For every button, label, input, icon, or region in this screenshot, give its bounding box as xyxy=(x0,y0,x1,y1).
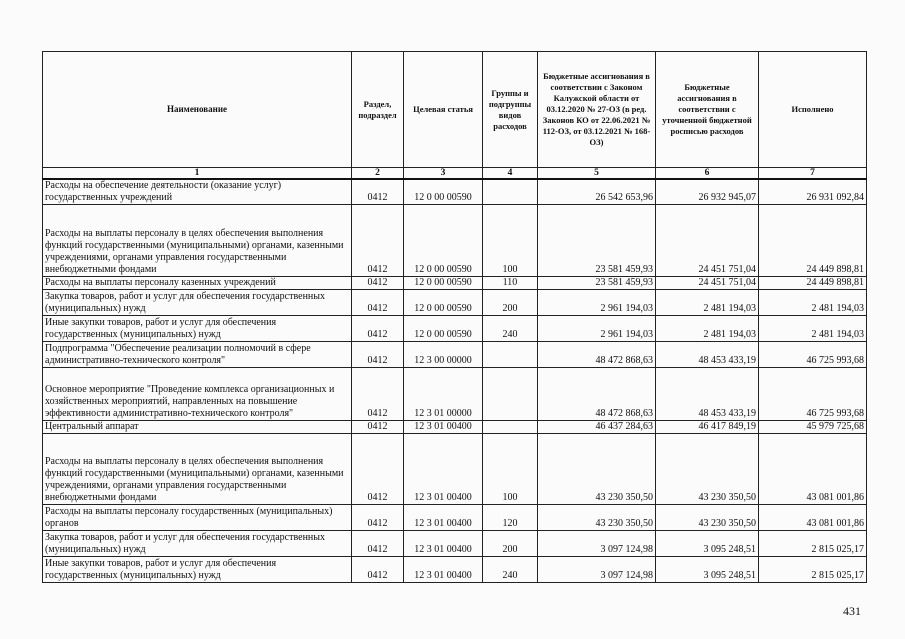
table-row xyxy=(43,205,867,277)
table-row xyxy=(43,316,867,342)
row-refined-amount: 48 453 433,19 xyxy=(656,342,759,368)
table-row xyxy=(43,368,867,421)
row-section: 0412 xyxy=(352,342,404,368)
row-target: 12 3 01 00000 xyxy=(404,368,483,421)
row-group: 100 xyxy=(483,205,538,277)
row-target: 12 3 01 00400 xyxy=(404,421,483,434)
row-law-amount: 23 581 459,93 xyxy=(538,277,656,290)
header-expense-groups: Группы и подгруппы видов расходов xyxy=(483,52,538,168)
row-group: 200 xyxy=(483,290,538,316)
row-refined-amount: 43 230 350,50 xyxy=(656,505,759,531)
row-group xyxy=(483,342,538,368)
row-law-amount: 48 472 868,63 xyxy=(538,342,656,368)
row-name: Иные закупки товаров, работ и услуг для обеспечения государственных (муниципальных) нужд xyxy=(43,557,352,583)
row-target: 12 3 01 00400 xyxy=(404,434,483,505)
table-row xyxy=(43,342,867,368)
header-section: Раздел, подраздел xyxy=(352,52,404,168)
row-target: 12 3 01 00400 xyxy=(404,531,483,557)
row-executed-amount: 46 725 993,68 xyxy=(759,368,867,421)
table-row xyxy=(43,505,867,531)
column-number: 2 xyxy=(352,168,404,180)
row-refined-amount: 2 481 194,03 xyxy=(656,316,759,342)
row-target: 12 0 00 00590 xyxy=(404,277,483,290)
column-number-row xyxy=(43,168,867,180)
row-executed-amount: 2 481 194,03 xyxy=(759,290,867,316)
row-section: 0412 xyxy=(352,368,404,421)
column-number: 3 xyxy=(404,168,483,180)
row-law-amount: 2 961 194,03 xyxy=(538,290,656,316)
table-row xyxy=(43,434,867,505)
table-row xyxy=(43,531,867,557)
row-name: Расходы на выплаты персоналу казенных учреждений xyxy=(43,277,352,290)
row-target: 12 3 01 00400 xyxy=(404,505,483,531)
column-number: 4 xyxy=(483,168,538,180)
row-target: 12 3 01 00400 xyxy=(404,557,483,583)
row-section: 0412 xyxy=(352,421,404,434)
header-law-allocations: Бюджетные ассигнования в соответствии с Законом Калужской области от 03.12.2020 № 27-ОЗ (в ред. Законов КО от 22.06.2021 № 112-ОЗ, от 03.12.2021 № 168-ОЗ) xyxy=(538,52,656,168)
row-law-amount: 3 097 124,98 xyxy=(538,557,656,583)
row-name: Расходы на выплаты персоналу в целях обеспечения выполнения функций государственными (муниципальными) органами, казенными учреждениями, органами управления государственными внебюджетными фондами xyxy=(43,434,352,505)
row-law-amount: 46 437 284,63 xyxy=(538,421,656,434)
row-section: 0412 xyxy=(352,505,404,531)
row-name: Закупка товаров, работ и услуг для обеспечения государственных (муниципальных) нужд xyxy=(43,531,352,557)
row-name: Центральный аппарат xyxy=(43,421,352,434)
row-target: 12 0 00 00590 xyxy=(404,205,483,277)
row-law-amount: 48 472 868,63 xyxy=(538,368,656,421)
row-refined-amount: 43 230 350,50 xyxy=(656,434,759,505)
row-group: 120 xyxy=(483,505,538,531)
row-section: 0412 xyxy=(352,205,404,277)
header-refined-allocations: Бюджетные ассигнования в соответствии с уточненной бюджетной росписью расходов xyxy=(656,52,759,168)
row-group xyxy=(483,368,538,421)
row-law-amount: 43 230 350,50 xyxy=(538,505,656,531)
row-group: 240 xyxy=(483,316,538,342)
row-name: Основное мероприятие "Проведение комплекса организационных и хозяйственных мероприятий, направленных на повышение эффективности административно-технического контроля" xyxy=(43,368,352,421)
row-group: 100 xyxy=(483,434,538,505)
row-target: 12 0 00 00590 xyxy=(404,290,483,316)
column-number: 6 xyxy=(656,168,759,180)
header-name: Наименование xyxy=(43,52,352,168)
row-law-amount: 43 230 350,50 xyxy=(538,434,656,505)
table-row xyxy=(43,179,867,205)
row-name: Иные закупки товаров, работ и услуг для обеспечения государственных (муниципальных) нужд xyxy=(43,316,352,342)
table-row xyxy=(43,290,867,316)
row-executed-amount: 2 481 194,03 xyxy=(759,316,867,342)
row-group: 200 xyxy=(483,531,538,557)
column-number: 1 xyxy=(43,168,352,180)
row-group: 110 xyxy=(483,277,538,290)
row-executed-amount: 46 725 993,68 xyxy=(759,342,867,368)
row-name: Расходы на обеспечение деятельности (оказание услуг) государственных учреждений xyxy=(43,179,352,205)
column-number: 7 xyxy=(759,168,867,180)
table-row xyxy=(43,421,867,434)
budget-table xyxy=(42,51,867,583)
table-header-row xyxy=(43,52,867,168)
row-refined-amount: 26 932 945,07 xyxy=(656,179,759,205)
row-section: 0412 xyxy=(352,557,404,583)
row-section: 0412 xyxy=(352,531,404,557)
row-executed-amount: 24 449 898,81 xyxy=(759,277,867,290)
row-law-amount: 26 542 653,96 xyxy=(538,179,656,205)
column-number: 5 xyxy=(538,168,656,180)
row-refined-amount: 48 453 433,19 xyxy=(656,368,759,421)
header-target-article: Целевая статья xyxy=(404,52,483,168)
row-name: Закупка товаров, работ и услуг для обеспечения государственных (муниципальных) нужд xyxy=(43,290,352,316)
row-name: Расходы на выплаты персоналу в целях обеспечения выполнения функций государственными (муниципальными) органами, казенными учреждениями, органами управления государственными внебюджетными фондами xyxy=(43,205,352,277)
row-refined-amount: 2 481 194,03 xyxy=(656,290,759,316)
row-refined-amount: 3 095 248,51 xyxy=(656,531,759,557)
row-group: 240 xyxy=(483,557,538,583)
row-section: 0412 xyxy=(352,316,404,342)
row-executed-amount: 43 081 001,86 xyxy=(759,434,867,505)
row-executed-amount: 2 815 025,17 xyxy=(759,531,867,557)
row-target: 12 3 00 00000 xyxy=(404,342,483,368)
row-refined-amount: 24 451 751,04 xyxy=(656,205,759,277)
row-group xyxy=(483,179,538,205)
row-group xyxy=(483,421,538,434)
row-executed-amount: 43 081 001,86 xyxy=(759,505,867,531)
row-refined-amount: 3 095 248,51 xyxy=(656,557,759,583)
row-section: 0412 xyxy=(352,277,404,290)
row-executed-amount: 26 931 092,84 xyxy=(759,179,867,205)
row-name: Расходы на выплаты персоналу государственных (муниципальных) органов xyxy=(43,505,352,531)
page-number: 431 xyxy=(843,604,861,618)
row-executed-amount: 24 449 898,81 xyxy=(759,205,867,277)
table-row xyxy=(43,277,867,290)
row-section: 0412 xyxy=(352,179,404,205)
row-name: Подпрограмма "Обеспечение реализации полномочий в сфере административно-технического контроля" xyxy=(43,342,352,368)
row-section: 0412 xyxy=(352,290,404,316)
row-law-amount: 23 581 459,93 xyxy=(538,205,656,277)
row-refined-amount: 46 417 849,19 xyxy=(656,421,759,434)
row-law-amount: 2 961 194,03 xyxy=(538,316,656,342)
header-executed: Исполнено xyxy=(759,52,867,168)
row-executed-amount: 45 979 725,68 xyxy=(759,421,867,434)
row-section: 0412 xyxy=(352,434,404,505)
row-refined-amount: 24 451 751,04 xyxy=(656,277,759,290)
row-executed-amount: 2 815 025,17 xyxy=(759,557,867,583)
row-target: 12 0 00 00590 xyxy=(404,316,483,342)
row-law-amount: 3 097 124,98 xyxy=(538,531,656,557)
row-target: 12 0 00 00590 xyxy=(404,179,483,205)
table-row xyxy=(43,557,867,583)
